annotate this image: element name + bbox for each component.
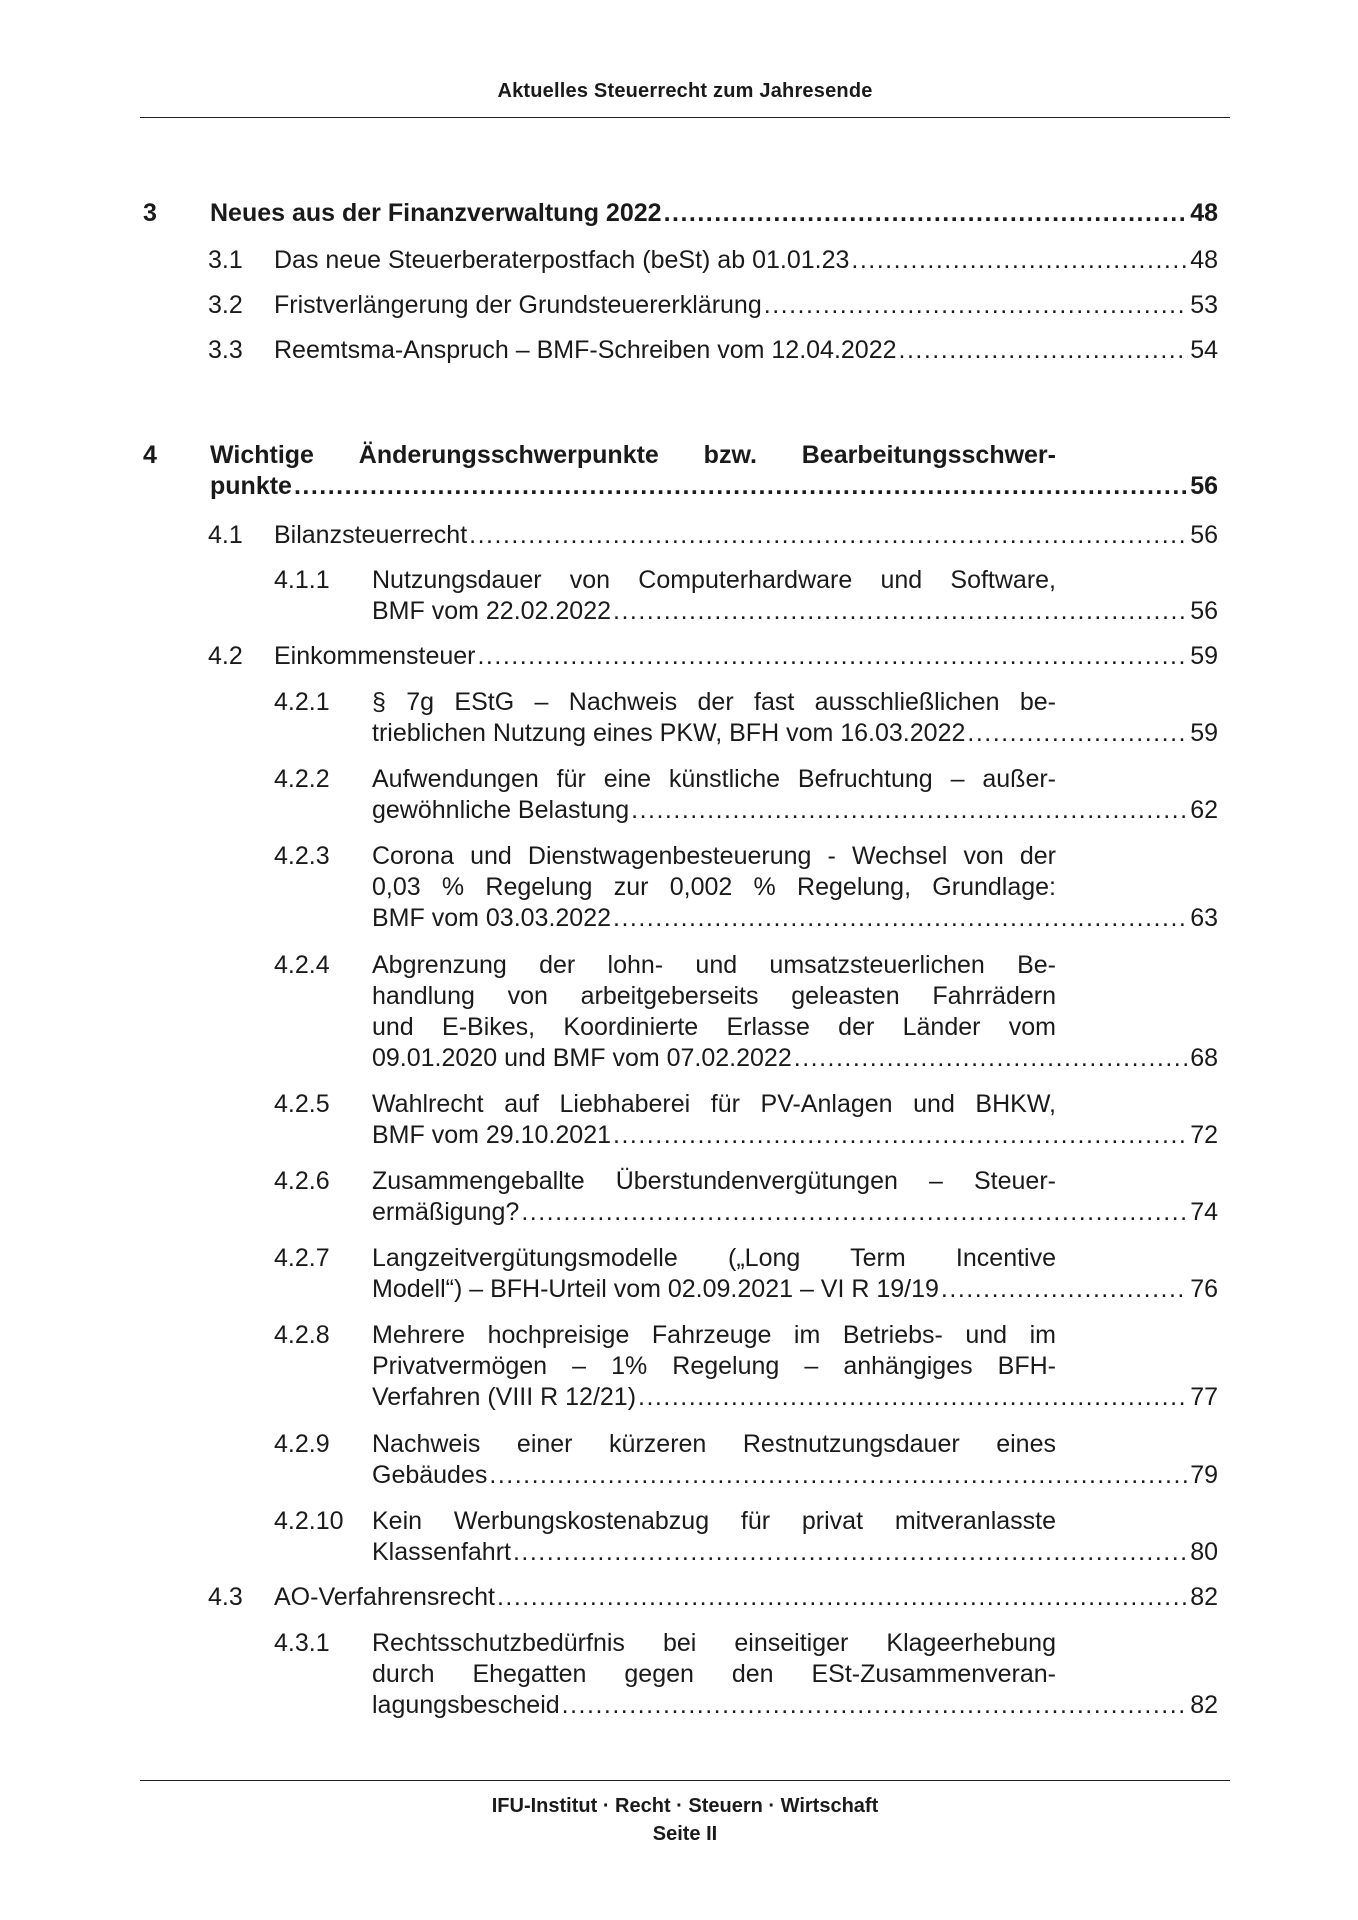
toc-entry-number: 4.2.10 — [274, 1507, 344, 1535]
dot-leader — [613, 1120, 1188, 1151]
toc-entry-title-line: Abgrenzung der lohn- und umsatzsteuerlichen Be- — [372, 951, 1056, 979]
dot-leader — [521, 1197, 1188, 1228]
toc-entry-title-line: BMF vom 03.03.2022 — [372, 904, 612, 932]
toc-page-number: 80 — [1190, 1538, 1218, 1566]
toc-entry-number: 4.1 — [208, 521, 243, 549]
dot-leader — [899, 335, 1189, 366]
toc-entry-title-line: lagungsbescheid — [372, 1691, 560, 1719]
toc-entry-title-line: Reemtsma-Anspruch – BMF-Schreiben vom 12.04.2022 — [274, 336, 897, 364]
toc-entry-number: 4.2.1 — [274, 688, 330, 716]
running-header: Aktuelles Steuerrecht zum Jahresende — [497, 80, 873, 102]
toc-page-number: 72 — [1190, 1121, 1218, 1149]
toc-entry-number: 4.2.7 — [274, 1244, 330, 1272]
toc-entry-number: 4.3 — [208, 1583, 243, 1611]
footer-page-number: Seite II — [652, 1823, 718, 1845]
toc-entry-number: 4.2.2 — [274, 765, 330, 793]
toc-entry-title-line: § 7g EStG – Nachweis der fast ausschließlichen be- — [372, 688, 1056, 716]
dot-leader — [469, 520, 1188, 551]
dot-leader — [664, 198, 1189, 229]
toc-entry-title-line: Corona und Dienstwagenbesteuerung - Wechsel von der — [372, 842, 1056, 870]
toc-entry-title-line: Langzeitvergütungsmodelle („Long Term Incentive — [372, 1244, 1056, 1272]
toc-entry-number: 4.3.1 — [274, 1629, 330, 1657]
toc-entry-title-line: Mehrere hochpreisige Fahrzeuge im Betriebs- und im — [372, 1321, 1056, 1349]
toc-entry-title-line: Rechtsschutzbedürfnis bei einseitiger Klageerhebung — [372, 1629, 1056, 1657]
toc-entry-number: 4.2.8 — [274, 1321, 330, 1349]
toc-entry-title-line: Neues aus der Finanzverwaltung 2022 — [210, 199, 662, 227]
footer-rule — [140, 1780, 1230, 1781]
toc-page-number: 82 — [1190, 1583, 1218, 1611]
toc-entry-number: 3.2 — [208, 291, 243, 319]
toc-entry-title-line: 0,03 % Regelung zur 0,002 % Regelung, Grundlage: — [372, 873, 1056, 901]
toc-page-number: 76 — [1190, 1275, 1218, 1303]
toc-entry-title-line: punkte — [210, 472, 292, 500]
dot-leader — [562, 1690, 1189, 1721]
toc-page-number: 82 — [1190, 1691, 1218, 1719]
dot-leader — [294, 471, 1188, 502]
toc-entry-title-line: und E-Bikes, Koordinierte Erlasse der Länder vom — [372, 1013, 1056, 1041]
toc-page-number: 48 — [1190, 246, 1218, 274]
dot-leader — [497, 1582, 1188, 1613]
toc-entry-title-line: Nachweis einer kürzeren Restnutzungsdauer eines — [372, 1430, 1056, 1458]
toc-entry-title-line: BMF vom 29.10.2021 — [372, 1121, 612, 1149]
toc-entry-number: 4.1.1 — [274, 566, 330, 594]
toc-entry-title-line: handlung von arbeitgeberseits geleasten Fahrrädern — [372, 982, 1056, 1010]
toc-page-number: 63 — [1190, 904, 1218, 932]
dot-leader — [941, 1274, 1188, 1305]
toc-page-number: 54 — [1190, 336, 1218, 364]
running-footer — [140, 1792, 1230, 1848]
dot-leader — [489, 1460, 1188, 1491]
toc-entry-title-line: Privatvermögen – 1% Regelung – anhängiges BFH- — [372, 1352, 1056, 1380]
toc-entry-title-line: Kein Werbungskostenabzug für privat mitveranlasste — [372, 1507, 1056, 1535]
dot-leader — [638, 1382, 1188, 1413]
toc-entry-number: 3.3 — [208, 336, 243, 364]
toc-entry-number: 4.2.4 — [274, 951, 330, 979]
toc-entry-title-line: trieblichen Nutzung eines PKW, BFH vom 16.03.2022 — [372, 719, 966, 747]
toc-entry-title-line: Fristverlängerung der Grundsteuererklärung — [274, 291, 762, 319]
toc-entry-number: 4.2.6 — [274, 1167, 330, 1195]
dot-leader — [613, 596, 1188, 627]
dot-leader — [764, 290, 1188, 321]
toc-entry-title-line: Bilanzsteuerrecht — [274, 521, 468, 549]
toc-page-number: 62 — [1190, 796, 1218, 824]
toc-entry-number: 4.2.9 — [274, 1430, 330, 1458]
toc-entry-title-line: ermäßigung? — [372, 1198, 520, 1226]
toc-page-number: 56 — [1190, 472, 1218, 500]
toc-entry-title-line: durch Ehegatten gegen den ESt-Zusammenveran- — [372, 1660, 1056, 1688]
toc-entry-number: 3 — [143, 199, 157, 227]
toc-entry-title-line: Zusammengeballte Überstundenvergütungen – Steuer- — [372, 1167, 1056, 1195]
toc-entry-title-line: Aufwendungen für eine künstliche Befruchtung – außer- — [372, 765, 1056, 793]
toc-entry-title-line: Verfahren (VIII R 12/21) — [372, 1383, 637, 1411]
toc-entry-title-line: Klassenfahrt — [372, 1538, 511, 1566]
toc-page-number: 53 — [1190, 291, 1218, 319]
toc-entry-title-line: Das neue Steuerberaterpostfach (beSt) ab 01.01.23 — [274, 246, 850, 274]
toc-page-number: 48 — [1190, 199, 1218, 227]
toc-entry-number: 4.2.3 — [274, 842, 330, 870]
toc-entry-number: 4.2.5 — [274, 1090, 330, 1118]
toc-entry-title-line: AO-Verfahrensrecht — [274, 1583, 495, 1611]
dot-leader — [631, 795, 1188, 826]
dot-leader — [967, 718, 1188, 749]
toc-page-number: 77 — [1190, 1383, 1218, 1411]
toc-entry-number: 4.2 — [208, 642, 243, 670]
toc-entry-title-line: Einkommensteuer — [274, 642, 476, 670]
dot-leader — [851, 245, 1188, 276]
dot-leader — [477, 641, 1188, 672]
toc-entry-title-line: Nutzungsdauer von Computerhardware und Software, — [372, 566, 1056, 594]
toc-entry-title-line: 09.01.2020 und BMF vom 07.02.2022 — [372, 1044, 792, 1072]
toc-page-number: 59 — [1190, 719, 1218, 747]
toc-entry-title-line: Wichtige Änderungsschwerpunkte bzw. Bearbeitungsschwer- — [210, 441, 1056, 469]
toc-entry-title-line: Gebäudes — [372, 1461, 488, 1489]
header-rule — [140, 117, 1230, 118]
toc-entry-title-line: Modell“) – BFH-Urteil vom 02.09.2021 – VI R 19/19 — [372, 1275, 939, 1303]
toc-page-number: 74 — [1190, 1198, 1218, 1226]
dot-leader — [794, 1043, 1188, 1074]
toc-page-number: 68 — [1190, 1044, 1218, 1072]
toc-entry-title-line: BMF vom 22.02.2022 — [372, 597, 612, 625]
toc-entry-number: 3.1 — [208, 246, 243, 274]
toc-entry-number: 4 — [143, 441, 157, 469]
footer-publisher: IFU-Institut · Recht · Steuern · Wirtschaft — [491, 1795, 879, 1817]
dot-leader — [513, 1537, 1188, 1568]
toc-page-number: 56 — [1190, 597, 1218, 625]
toc-page-number: 56 — [1190, 521, 1218, 549]
dot-leader — [613, 903, 1188, 934]
toc-entry-title-line: gewöhnliche Belastung — [372, 796, 630, 824]
toc-page-number: 59 — [1190, 642, 1218, 670]
toc-entry-title-line: Wahlrecht auf Liebhaberei für PV-Anlagen und BHKW, — [372, 1090, 1056, 1118]
toc-page-number: 79 — [1190, 1461, 1218, 1489]
